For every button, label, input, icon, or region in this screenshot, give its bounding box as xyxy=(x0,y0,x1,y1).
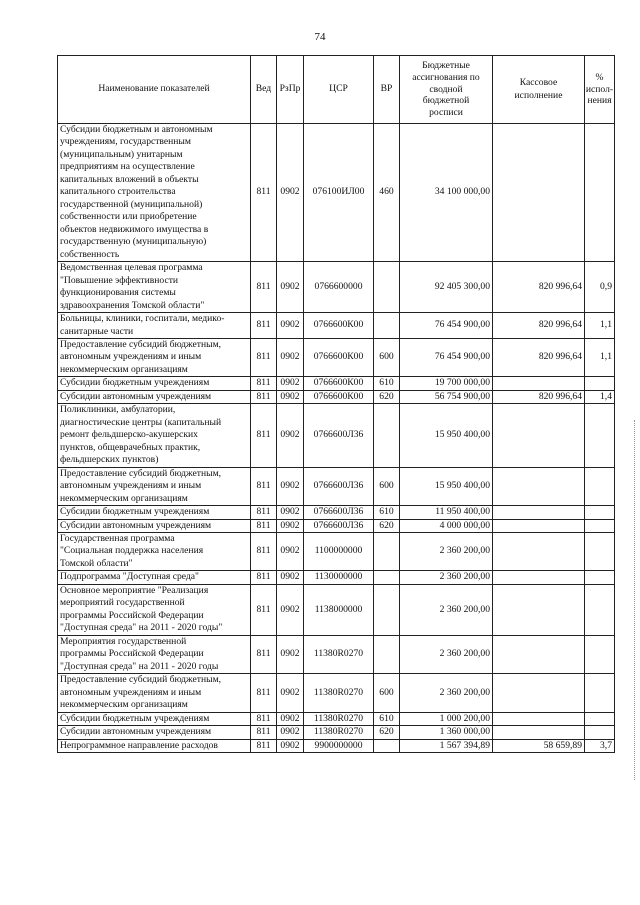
row-csr: 0766600Л36 xyxy=(304,506,374,519)
row-budget-amount: 4 000 000,00 xyxy=(400,519,493,532)
row-vr: 610 xyxy=(374,377,400,390)
row-budget-amount: 76 454 900,00 xyxy=(400,313,493,339)
row-ved: 811 xyxy=(251,635,277,673)
header-name: Наименование показателей xyxy=(58,56,251,124)
row-rzpr: 0902 xyxy=(277,739,304,752)
row-csr: 11380R0270 xyxy=(304,712,374,725)
row-rzpr: 0902 xyxy=(277,313,304,339)
row-name: Предоставление субсидий бюджетным, автономным учреждениям и иным некоммерческим организациям xyxy=(58,338,251,376)
table-row xyxy=(58,533,615,571)
row-ved: 811 xyxy=(251,674,277,712)
row-ved: 811 xyxy=(251,571,277,584)
row-ved: 811 xyxy=(251,390,277,403)
row-rzpr: 0902 xyxy=(277,467,304,505)
header-budget: Бюджетные ассигнования по сводной бюджетной росписи xyxy=(400,56,493,124)
row-rzpr: 0902 xyxy=(277,519,304,532)
row-name: Государственная программа "Социальная поддержка населения Томской области" xyxy=(58,533,251,571)
row-ved: 811 xyxy=(251,519,277,532)
row-name: Субсидии автономным учреждениям xyxy=(58,726,251,739)
row-cash-execution xyxy=(493,571,585,584)
row-rzpr: 0902 xyxy=(277,506,304,519)
row-budget-amount: 92 405 300,00 xyxy=(400,262,493,313)
row-vr: 620 xyxy=(374,726,400,739)
row-name: Субсидии бюджетным учреждениям xyxy=(58,506,251,519)
row-budget-amount: 15 950 400,00 xyxy=(400,404,493,467)
table-row xyxy=(58,404,615,467)
row-vr xyxy=(374,584,400,635)
budget-table xyxy=(57,55,615,753)
row-budget-amount: 76 454 900,00 xyxy=(400,338,493,376)
row-rzpr: 0902 xyxy=(277,712,304,725)
row-cash-execution: 820 996,64 xyxy=(493,390,585,403)
row-csr: 1138000000 xyxy=(304,584,374,635)
row-vr xyxy=(374,404,400,467)
row-cash-execution xyxy=(493,712,585,725)
row-vr xyxy=(374,739,400,752)
row-name: Субсидии бюджетным учреждениям xyxy=(58,377,251,390)
row-vr xyxy=(374,635,400,673)
row-cash-execution: 820 996,64 xyxy=(493,262,585,313)
row-name: Больницы, клиники, госпитали, медико- санитарные части xyxy=(58,313,251,339)
row-cash-execution: 820 996,64 xyxy=(493,313,585,339)
row-vr: 600 xyxy=(374,338,400,376)
row-execution-percent xyxy=(585,635,615,673)
row-rzpr: 0902 xyxy=(277,635,304,673)
row-ved: 811 xyxy=(251,739,277,752)
row-ved: 811 xyxy=(251,584,277,635)
row-rzpr: 0902 xyxy=(277,726,304,739)
row-budget-amount: 2 360 200,00 xyxy=(400,533,493,571)
row-csr: 0766600000 xyxy=(304,262,374,313)
row-name: Субсидии бюджетным учреждениям xyxy=(58,712,251,725)
row-cash-execution xyxy=(493,674,585,712)
row-name: Основное мероприятие "Реализация мероприятий государственной программы Российской Федерации "Доступная среда" на 2011 - 2020 годы" xyxy=(58,584,251,635)
table-row xyxy=(58,584,615,635)
row-execution-percent xyxy=(585,377,615,390)
row-ved: 811 xyxy=(251,726,277,739)
row-vr xyxy=(374,262,400,313)
row-rzpr: 0902 xyxy=(277,533,304,571)
row-execution-percent xyxy=(585,533,615,571)
row-budget-amount: 1 000 200,00 xyxy=(400,712,493,725)
row-rzpr: 0902 xyxy=(277,584,304,635)
row-csr: 0766600Л36 xyxy=(304,519,374,532)
row-budget-amount: 2 360 200,00 xyxy=(400,674,493,712)
row-execution-percent xyxy=(585,124,615,262)
row-budget-amount: 2 360 200,00 xyxy=(400,635,493,673)
row-execution-percent xyxy=(585,674,615,712)
row-cash-execution xyxy=(493,635,585,673)
table-row xyxy=(58,506,615,519)
header-vr: ВР xyxy=(374,56,400,124)
table-row xyxy=(58,674,615,712)
row-rzpr: 0902 xyxy=(277,377,304,390)
header-cash: Кассовое исполнение xyxy=(493,56,585,124)
row-name: Предоставление субсидий бюджетным, автономным учреждениям и иным некоммерческим организациям xyxy=(58,674,251,712)
row-vr: 600 xyxy=(374,674,400,712)
row-csr: 1130000000 xyxy=(304,571,374,584)
row-rzpr: 0902 xyxy=(277,390,304,403)
row-budget-amount: 1 360 000,00 xyxy=(400,726,493,739)
header-ved: Вед xyxy=(251,56,277,124)
row-budget-amount: 11 950 400,00 xyxy=(400,506,493,519)
row-vr xyxy=(374,313,400,339)
row-budget-amount: 2 360 200,00 xyxy=(400,571,493,584)
table-row xyxy=(58,712,615,725)
row-rzpr: 0902 xyxy=(277,571,304,584)
row-csr: 0766600К00 xyxy=(304,338,374,376)
row-csr: 11380R0270 xyxy=(304,674,374,712)
table-row xyxy=(58,519,615,532)
row-execution-percent xyxy=(585,571,615,584)
row-cash-execution xyxy=(493,519,585,532)
row-rzpr: 0902 xyxy=(277,338,304,376)
table-row xyxy=(58,338,615,376)
header-rzpr: РзПр xyxy=(277,56,304,124)
table-row xyxy=(58,739,615,752)
row-execution-percent xyxy=(585,584,615,635)
row-vr: 620 xyxy=(374,390,400,403)
row-execution-percent xyxy=(585,519,615,532)
row-name: Предоставление субсидий бюджетным, автономным учреждениям и иным некоммерческим организациям xyxy=(58,467,251,505)
row-cash-execution: 58 659,89 xyxy=(493,739,585,752)
table-row xyxy=(58,124,615,262)
row-cash-execution xyxy=(493,377,585,390)
row-budget-amount: 34 100 000,00 xyxy=(400,124,493,262)
row-csr: 9900000000 xyxy=(304,739,374,752)
table-row xyxy=(58,571,615,584)
row-execution-percent xyxy=(585,726,615,739)
row-csr: 1100000000 xyxy=(304,533,374,571)
row-execution-percent: 0,9 xyxy=(585,262,615,313)
row-execution-percent: 3,7 xyxy=(585,739,615,752)
row-rzpr: 0902 xyxy=(277,262,304,313)
row-vr: 600 xyxy=(374,467,400,505)
scan-margin-rule xyxy=(634,420,637,780)
row-rzpr: 0902 xyxy=(277,124,304,262)
row-budget-amount: 56 754 900,00 xyxy=(400,390,493,403)
row-budget-amount: 19 700 000,00 xyxy=(400,377,493,390)
row-execution-percent xyxy=(585,404,615,467)
row-cash-execution xyxy=(493,124,585,262)
row-csr: 0766600Л36 xyxy=(304,467,374,505)
table-row xyxy=(58,726,615,739)
row-cash-execution: 820 996,64 xyxy=(493,338,585,376)
row-budget-amount: 2 360 200,00 xyxy=(400,584,493,635)
row-execution-percent: 1,4 xyxy=(585,390,615,403)
row-name: Субсидии автономным учреждениям xyxy=(58,519,251,532)
row-vr xyxy=(374,571,400,584)
row-csr: 0766600К00 xyxy=(304,377,374,390)
table-row xyxy=(58,262,615,313)
row-cash-execution xyxy=(493,726,585,739)
header-csr: ЦСР xyxy=(304,56,374,124)
row-vr: 460 xyxy=(374,124,400,262)
row-ved: 811 xyxy=(251,533,277,571)
row-rzpr: 0902 xyxy=(277,404,304,467)
row-name: Субсидии автономным учреждениям xyxy=(58,390,251,403)
row-name: Мероприятия государственной программы Российской Федерации "Доступная среда" на 2011 - 2020 годы xyxy=(58,635,251,673)
row-ved: 811 xyxy=(251,377,277,390)
table-row xyxy=(58,313,615,339)
row-ved: 811 xyxy=(251,506,277,519)
row-ved: 811 xyxy=(251,712,277,725)
row-csr: 0766600Л36 xyxy=(304,404,374,467)
table-row xyxy=(58,390,615,403)
row-rzpr: 0902 xyxy=(277,674,304,712)
row-ved: 811 xyxy=(251,262,277,313)
table-row xyxy=(58,467,615,505)
row-execution-percent: 1,1 xyxy=(585,338,615,376)
row-execution-percent: 1,1 xyxy=(585,313,615,339)
row-vr: 610 xyxy=(374,712,400,725)
row-ved: 811 xyxy=(251,338,277,376)
row-cash-execution xyxy=(493,506,585,519)
row-ved: 811 xyxy=(251,467,277,505)
row-name: Ведомственная целевая программа "Повышение эффективности функционирования системы здравоохранения Томской области" xyxy=(58,262,251,313)
row-execution-percent xyxy=(585,712,615,725)
row-execution-percent xyxy=(585,506,615,519)
row-csr: 11380R0270 xyxy=(304,635,374,673)
table-row xyxy=(58,377,615,390)
row-ved: 811 xyxy=(251,124,277,262)
row-name: Непрограммное направление расходов xyxy=(58,739,251,752)
row-csr: 076100ИЛ00 xyxy=(304,124,374,262)
row-cash-execution xyxy=(493,404,585,467)
table-header-row xyxy=(58,56,615,124)
row-budget-amount: 1 567 394,89 xyxy=(400,739,493,752)
page-number: 74 xyxy=(314,31,326,43)
row-execution-percent xyxy=(585,467,615,505)
row-name: Субсидии бюджетным и автономным учреждениям, государственным (муниципальным) унитарным предприятиям на осуществление капитальных вложений в объекты капитального строительства государственной (муниципальной) собственности или приобретение объектов недвижимого имущества в государственную (муниципальную) собственность xyxy=(58,124,251,262)
row-name: Поликлиники, амбулатории, диагностические центры (капитальный ремонт фельдшерско-акушерских пунктов, общеврачебных практик, фельдшерских пунктов) xyxy=(58,404,251,467)
header-pct: % испол- нения xyxy=(585,56,615,124)
row-vr xyxy=(374,533,400,571)
row-vr: 620 xyxy=(374,519,400,532)
row-csr: 0766600К00 xyxy=(304,390,374,403)
row-vr: 610 xyxy=(374,506,400,519)
row-cash-execution xyxy=(493,467,585,505)
table-row xyxy=(58,635,615,673)
row-cash-execution xyxy=(493,533,585,571)
row-name: Подпрограмма "Доступная среда" xyxy=(58,571,251,584)
row-csr: 0766600К00 xyxy=(304,313,374,339)
row-cash-execution xyxy=(493,584,585,635)
row-csr: 11380R0270 xyxy=(304,726,374,739)
row-ved: 811 xyxy=(251,313,277,339)
row-budget-amount: 15 950 400,00 xyxy=(400,467,493,505)
row-ved: 811 xyxy=(251,404,277,467)
